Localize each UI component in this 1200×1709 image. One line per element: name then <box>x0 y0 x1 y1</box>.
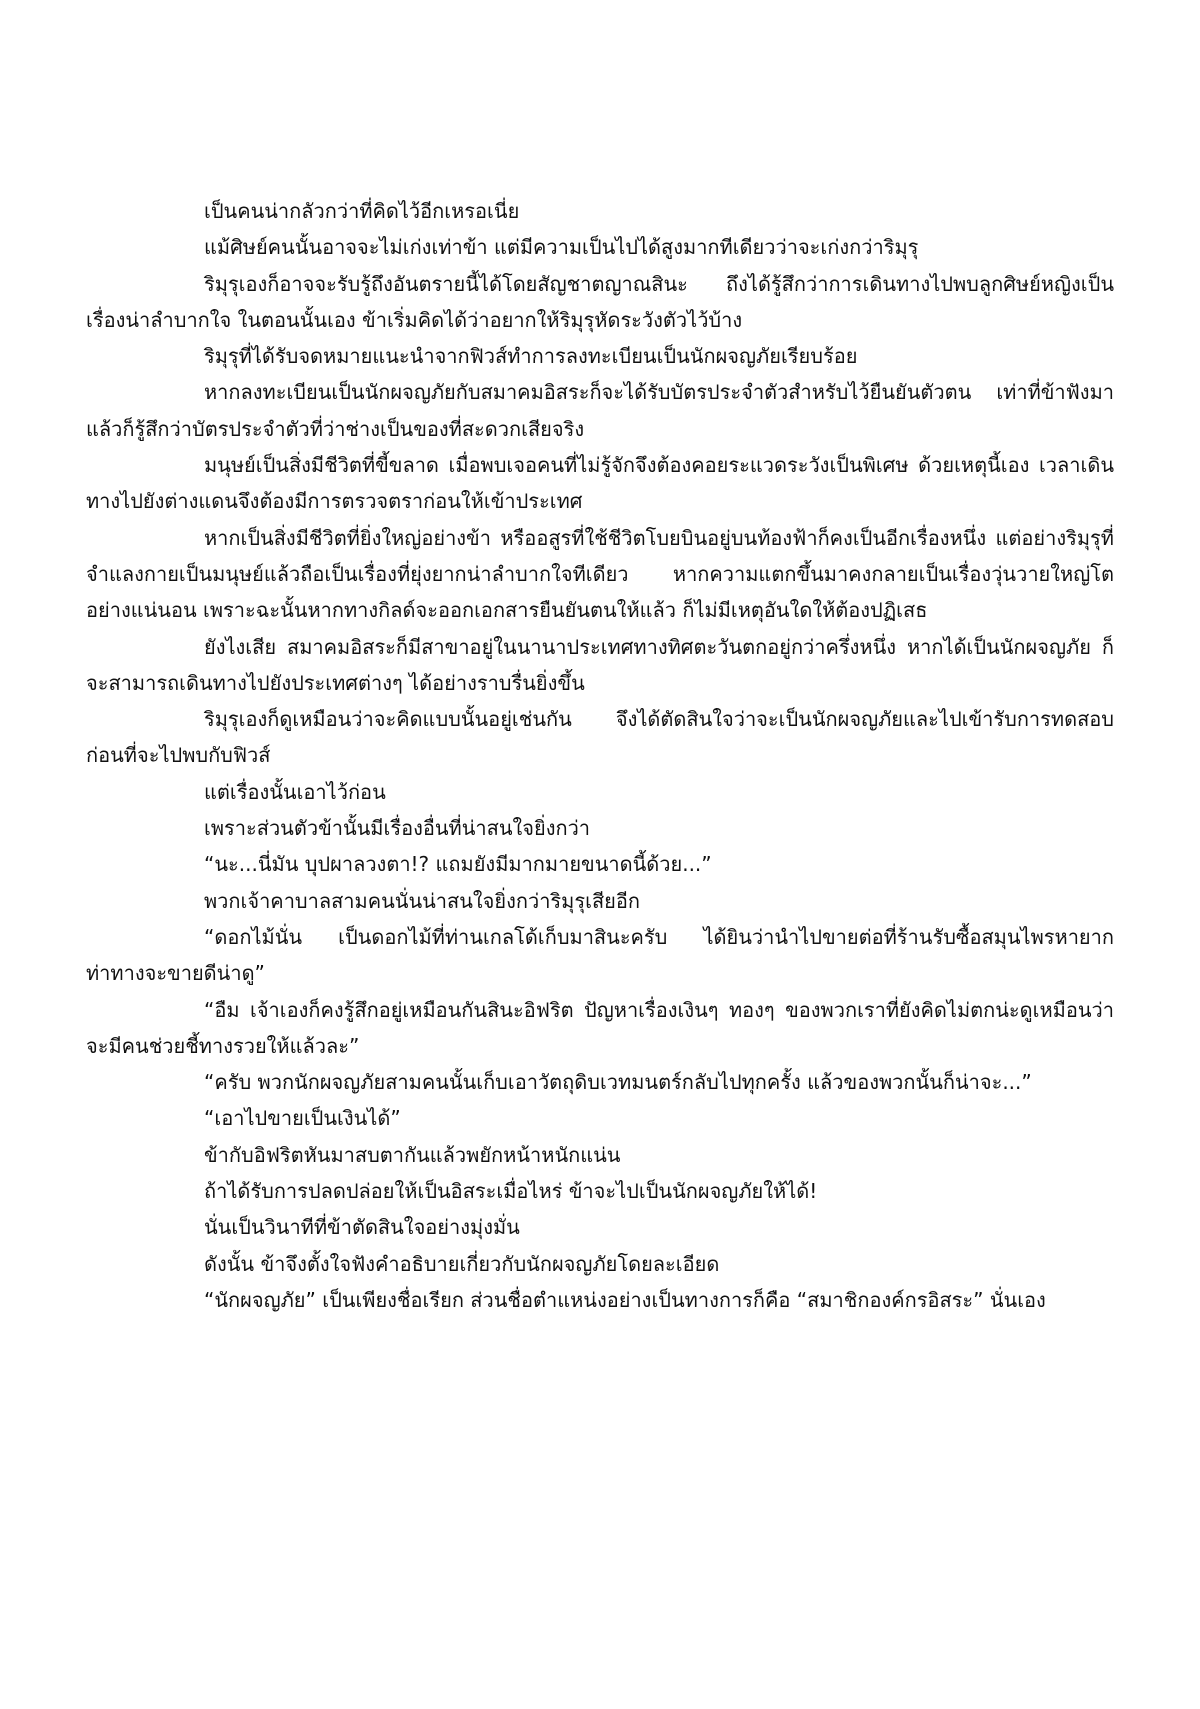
paragraph: “ครับ พวกนักผจญภัยสามคนนั้นเก็บเอาวัตถุดิบเวทมนตร์กลับไปทุกครั้ง แล้วของพวกนั้นก็น่าจะ...” <box>204 1070 1032 1095</box>
paragraph: หากเป็นสิ่งมีชีวิตที่ยิ่งใหญ่อย่างข้า หรืออสูรที่ใช้ชีวิตโบยบินอยู่บนท้องฟ้าก็คงเป็นอีกเรื่องหนึ่ง แต่อย่างริมุรุที่จำแลงกายเป็นมนุษย์แล้วถือเป็นเรื่องที่ยุ่งยากน่าลำบากใจทีเดียว หากความแตกขึ้นมาคงกลายเป็นเรื่องวุ่นวายใหญ่โตอย่างแน่นอน เพราะฉะนั้นหากทางกิลด์จะออกเอกสารยืนยันตนให้แล้ว ก็ไม่มีเหตุอันใดให้ต้องปฏิเสธ <box>86 525 1114 623</box>
paragraph: “ดอกไม้นั่น เป็นดอกไม้ที่ท่านเกลโด้เก็บมาสินะครับ ได้ยินว่านำไปขายต่อที่ร้านรับซื้อสมุนไพรหายาก ท่าทางจะขายดีน่าดู” <box>86 924 1114 986</box>
paragraph: ดังนั้น ข้าจึงตั้งใจฟังคำอธิบายเกี่ยวกับนักผจญภัยโดยละเอียด <box>204 1251 720 1276</box>
document-body <box>86 193 1114 1318</box>
paragraph: “นักผจญภัย” เป็นเพียงชื่อเรียก ส่วนชื่อตำแหน่งอย่างเป็นทางการก็คือ “สมาชิกองค์กรอิสระ” นั่นเอง <box>204 1287 1046 1312</box>
paragraph: พวกเจ้าคาบาลสามคนนั่นน่าสนใจยิ่งกว่าริมุรุเสียอีก <box>204 888 640 913</box>
paragraph: ริมุรุที่ได้รับจดหมายแนะนำจากฟิวส์ทำการลงทะเบียนเป็นนักผจญภัยเรียบร้อย <box>204 344 858 369</box>
paragraph: เป็นคนน่ากลัวกว่าที่คิดไว้อีกเหรอเนี่ย <box>204 199 520 223</box>
paragraph: “นะ...นี่มัน บุปผาลวงตา!? แถมยังมีมากมายขนาดนี้ด้วย...” <box>204 852 712 877</box>
paragraph: แต่เรื่องนั้นเอาไว้ก่อน <box>204 779 386 804</box>
paragraph: “เอาไปขายเป็นเงินได้” <box>204 1106 401 1131</box>
paragraph: นั่นเป็นวินาทีที่ข้าตัดสินใจอย่างมุ่งมั่น <box>204 1215 520 1240</box>
paragraph: ยังไงเสีย สมาคมอิสระก็มีสาขาอยู่ในนานาประเทศทางทิศตะวันตกอยู่กว่าครึ่งหนึ่ง หากได้เป็นนักผจญภัย ก็จะสามารถเดินทางไปยังประเทศต่างๆ ได้อย่างราบรื่นยิ่งขึ้น <box>86 634 1114 695</box>
paragraph: ข้ากับอิฟริตหันมาสบตากันแล้วพยักหน้าหนักแน่น <box>204 1142 621 1167</box>
paragraph: หากลงทะเบียนเป็นนักผจญภัยกับสมาคมอิสระก็จะได้รับบัตรประจำตัวสำหรับไว้ยืนยันตัวตน เท่าที่ข้าฟังมาแล้วก็รู้สึกว่าบัตรประจำตัวที่ว่าช่างเป็นของที่สะดวกเสียจริง <box>86 380 1114 441</box>
paragraph: แม้ศิษย์คนนั้นอาจจะไม่เก่งเท่าข้า แต่มีความเป็นไปได้สูงมากทีเดียวว่าจะเก่งกว่าริมุรุ <box>204 235 919 260</box>
paragraph: มนุษย์เป็นสิ่งมีชีวิตที่ขี้ขลาด เมื่อพบเจอคนที่ไม่รู้จักจึงต้องคอยระแวดระวังเป็นพิเศษ ด้วยเหตุนี้เอง เวลาเดินทางไปยังต่างแดนจึงต้องมีการตรวจตราก่อนให้เข้าประเทศ <box>86 453 1114 514</box>
paragraph: ริมุรุเองก็อาจจะรับรู้ถึงอันตรายนี้ได้โดยสัญชาตญาณสินะ ถึงได้รู้สึกว่าการเดินทางไปพบลูกศิษย์หญิงเป็นเรื่องน่าลำบากใจ ในตอนนั้นเอง ข้าเริ่มคิดได้ว่าอยากให้ริมุรุหัดระวังตัวไว้บ้าง <box>86 271 1114 332</box>
paragraph: ถ้าได้รับการปลดปล่อยให้เป็นอิสระเมื่อไหร่ ข้าจะไปเป็นนักผจญภัยให้ได้! <box>204 1179 818 1204</box>
paragraph: ริมุรุเองก็ดูเหมือนว่าจะคิดแบบนั้นอยู่เช่นกัน จึงได้ตัดสินใจว่าจะเป็นนักผจญภัยและไปเข้ารับการทดสอบก่อนที่จะไปพบกับฟิวส์ <box>86 707 1114 768</box>
paragraph: เพราะส่วนตัวข้านั้นมีเรื่องอื่นที่น่าสนใจยิ่งกว่า <box>204 816 591 841</box>
paragraph: “อืม เจ้าเองก็คงรู้สึกอยู่เหมือนกันสินะอิฟริต ปัญหาเรื่องเงินๆ ทองๆ ของพวกเราที่ยังคิดไม่ตกน่ะดูเหมือนว่าจะมีคนช่วยชี้ทางรวยให้แล้วละ” <box>86 997 1114 1058</box>
